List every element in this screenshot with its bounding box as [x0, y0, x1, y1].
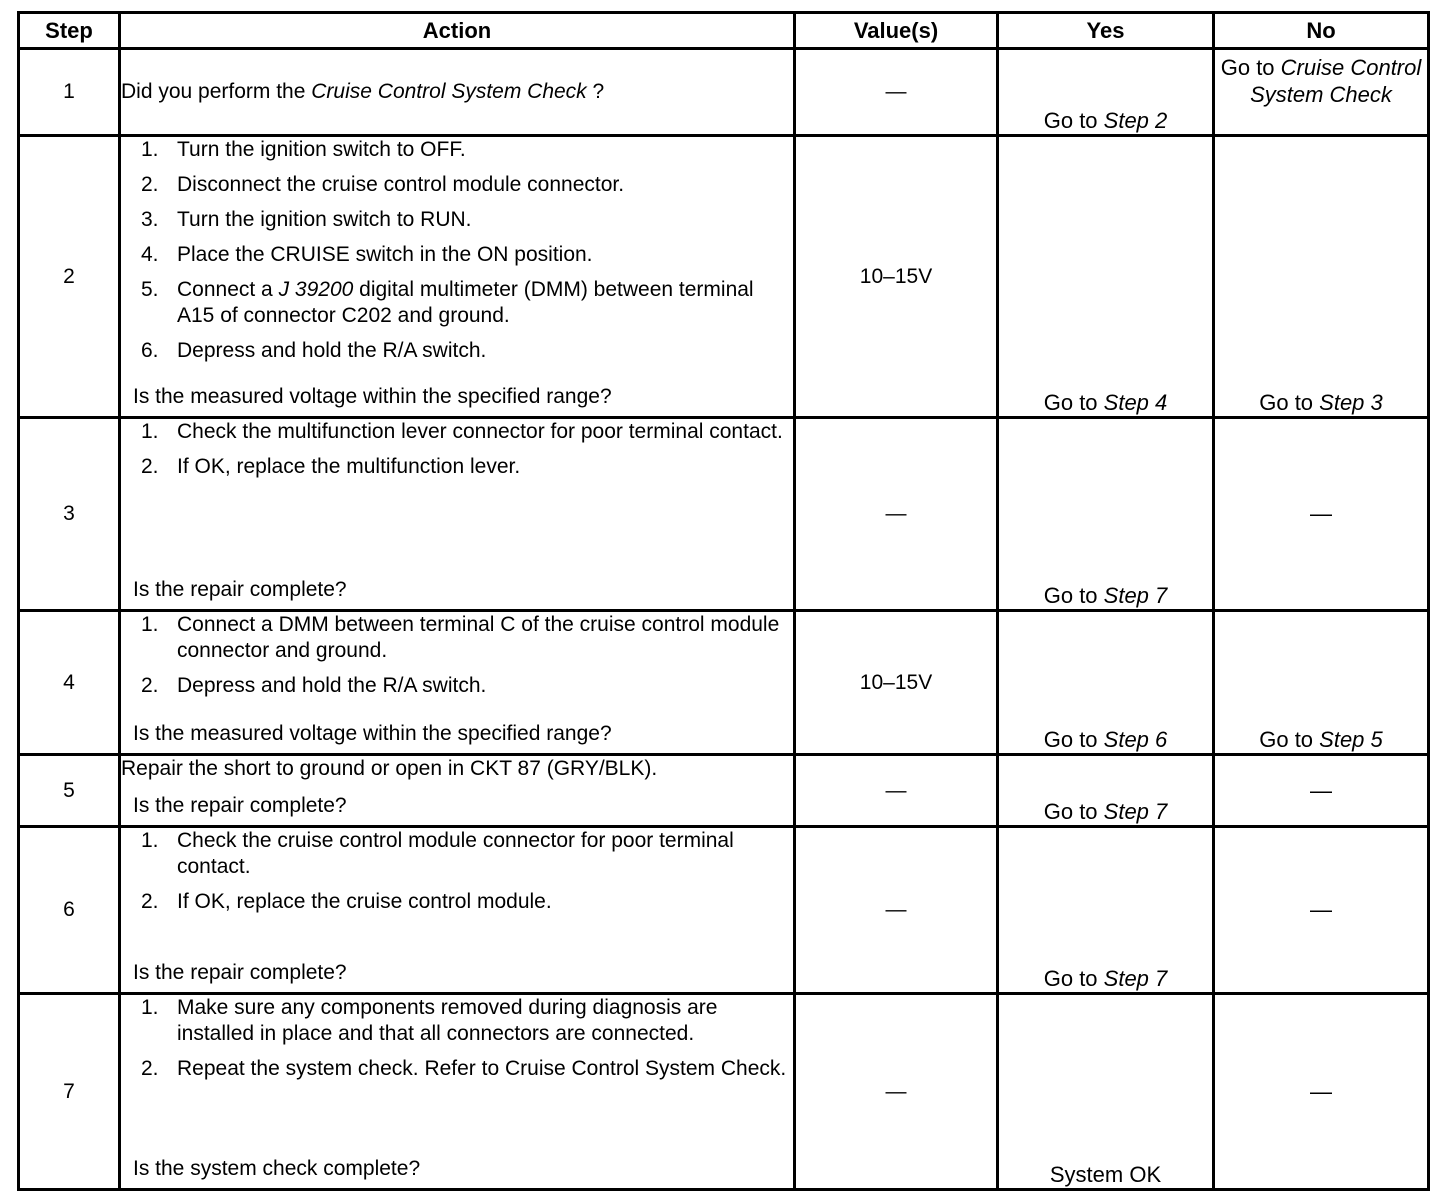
- yes-cell: Go to Step 7: [998, 755, 1214, 827]
- step-number: 4: [19, 611, 120, 755]
- value-cell: —: [795, 418, 998, 611]
- action-step: 2. Disconnect the cruise control module connector.: [141, 173, 625, 196]
- action-step: 6. Depress and hold the R/A switch.: [141, 339, 487, 362]
- no-cell: —: [1214, 827, 1429, 994]
- step-number: 2: [19, 136, 120, 418]
- yes-cell: Go to Step 6: [998, 611, 1214, 755]
- action-cell: [120, 994, 795, 1190]
- action-cell: [120, 755, 795, 827]
- step-number: 6: [19, 827, 120, 994]
- step-number: 3: [19, 418, 120, 611]
- action-cell: [120, 827, 795, 994]
- yes-cell: Go to Step 2: [998, 49, 1214, 136]
- action-question: Is the repair complete?: [133, 961, 347, 984]
- action-cell: [120, 136, 795, 418]
- yes-cell: Go to Step 7: [998, 418, 1214, 611]
- value-cell: —: [795, 49, 998, 136]
- value-cell: 10–15V: [795, 611, 998, 755]
- action-step: 1. Turn the ignition switch to OFF.: [141, 138, 466, 161]
- table-row: [19, 994, 1429, 1190]
- action-step: 2. Depress and hold the R/A switch.: [141, 674, 487, 697]
- table-row: [19, 611, 1429, 755]
- action-step: 1. Check the multifunction lever connector for poor terminal contact.: [141, 420, 783, 443]
- action-step: 2. If OK, replace the cruise control module.: [141, 890, 552, 913]
- action-question: Is the repair complete?: [133, 578, 347, 601]
- action-step: 2. If OK, replace the multifunction lever.: [141, 455, 521, 478]
- value-cell: —: [795, 994, 998, 1190]
- action-steps: [121, 995, 793, 1082]
- header-action: Action: [120, 13, 795, 49]
- header-values: Value(s): [795, 13, 998, 49]
- no-cell: —: [1214, 418, 1429, 611]
- no-cell: —: [1214, 994, 1429, 1190]
- action-step: 1. Make sure any components removed during diagnosis are installed in place and that all connectors are connected.: [141, 996, 718, 1045]
- action-steps: [121, 419, 793, 480]
- no-cell: —: [1214, 755, 1429, 827]
- header-yes: Yes: [998, 13, 1214, 49]
- yes-cell: Go to Step 4: [998, 136, 1214, 418]
- header-row: [19, 13, 1429, 49]
- table-row: [19, 49, 1429, 136]
- action-step: 5. Connect a J 39200 digital multimeter (DMM) between terminal A15 of connector C202 and ground.: [141, 278, 754, 327]
- action-question: Is the repair complete?: [133, 794, 347, 817]
- action-text: Repair the short to ground or open in CKT 87 (GRY/BLK).: [121, 757, 658, 780]
- no-cell: Go to Step 3: [1214, 136, 1429, 418]
- header-step: Step: [19, 13, 120, 49]
- header-no: No: [1214, 13, 1429, 49]
- step-number: 5: [19, 755, 120, 827]
- action-steps: [121, 612, 793, 699]
- no-cell: Go to Cruise Control System Check: [1214, 49, 1429, 136]
- action-step: 4. Place the CRUISE switch in the ON position.: [141, 243, 593, 266]
- no-cell: Go to Step 5: [1214, 611, 1429, 755]
- table-row: [19, 136, 1429, 418]
- action-question: Is the measured voltage within the specified range?: [133, 385, 612, 408]
- action-steps: [121, 828, 793, 915]
- action-steps: [121, 137, 793, 364]
- value-cell: 10–15V: [795, 136, 998, 418]
- value-cell: —: [795, 755, 998, 827]
- action-text: Did you perform the Cruise Control System Check ?: [121, 80, 605, 103]
- action-step: 1. Connect a DMM between terminal C of the cruise control module connector and ground.: [141, 613, 780, 662]
- action-cell: [120, 418, 795, 611]
- table-row: [19, 418, 1429, 611]
- yes-cell: System OK: [998, 994, 1214, 1190]
- action-question: Is the system check complete?: [133, 1157, 421, 1180]
- action-step: 2. Repeat the system check. Refer to Cruise Control System Check.: [141, 1057, 787, 1080]
- action-step: 1. Check the cruise control module connector for poor terminal contact.: [141, 829, 734, 878]
- action-step: 3. Turn the ignition switch to RUN.: [141, 208, 472, 231]
- action-cell: [120, 611, 795, 755]
- table-row: [19, 755, 1429, 827]
- diagnostic-table: [17, 11, 1430, 1191]
- value-cell: —: [795, 827, 998, 994]
- action-question: Is the measured voltage within the specified range?: [133, 722, 612, 745]
- step-number: 1: [19, 49, 120, 136]
- table-row: [19, 827, 1429, 994]
- step-number: 7: [19, 994, 120, 1190]
- yes-cell: Go to Step 7: [998, 827, 1214, 994]
- action-cell: [120, 49, 795, 136]
